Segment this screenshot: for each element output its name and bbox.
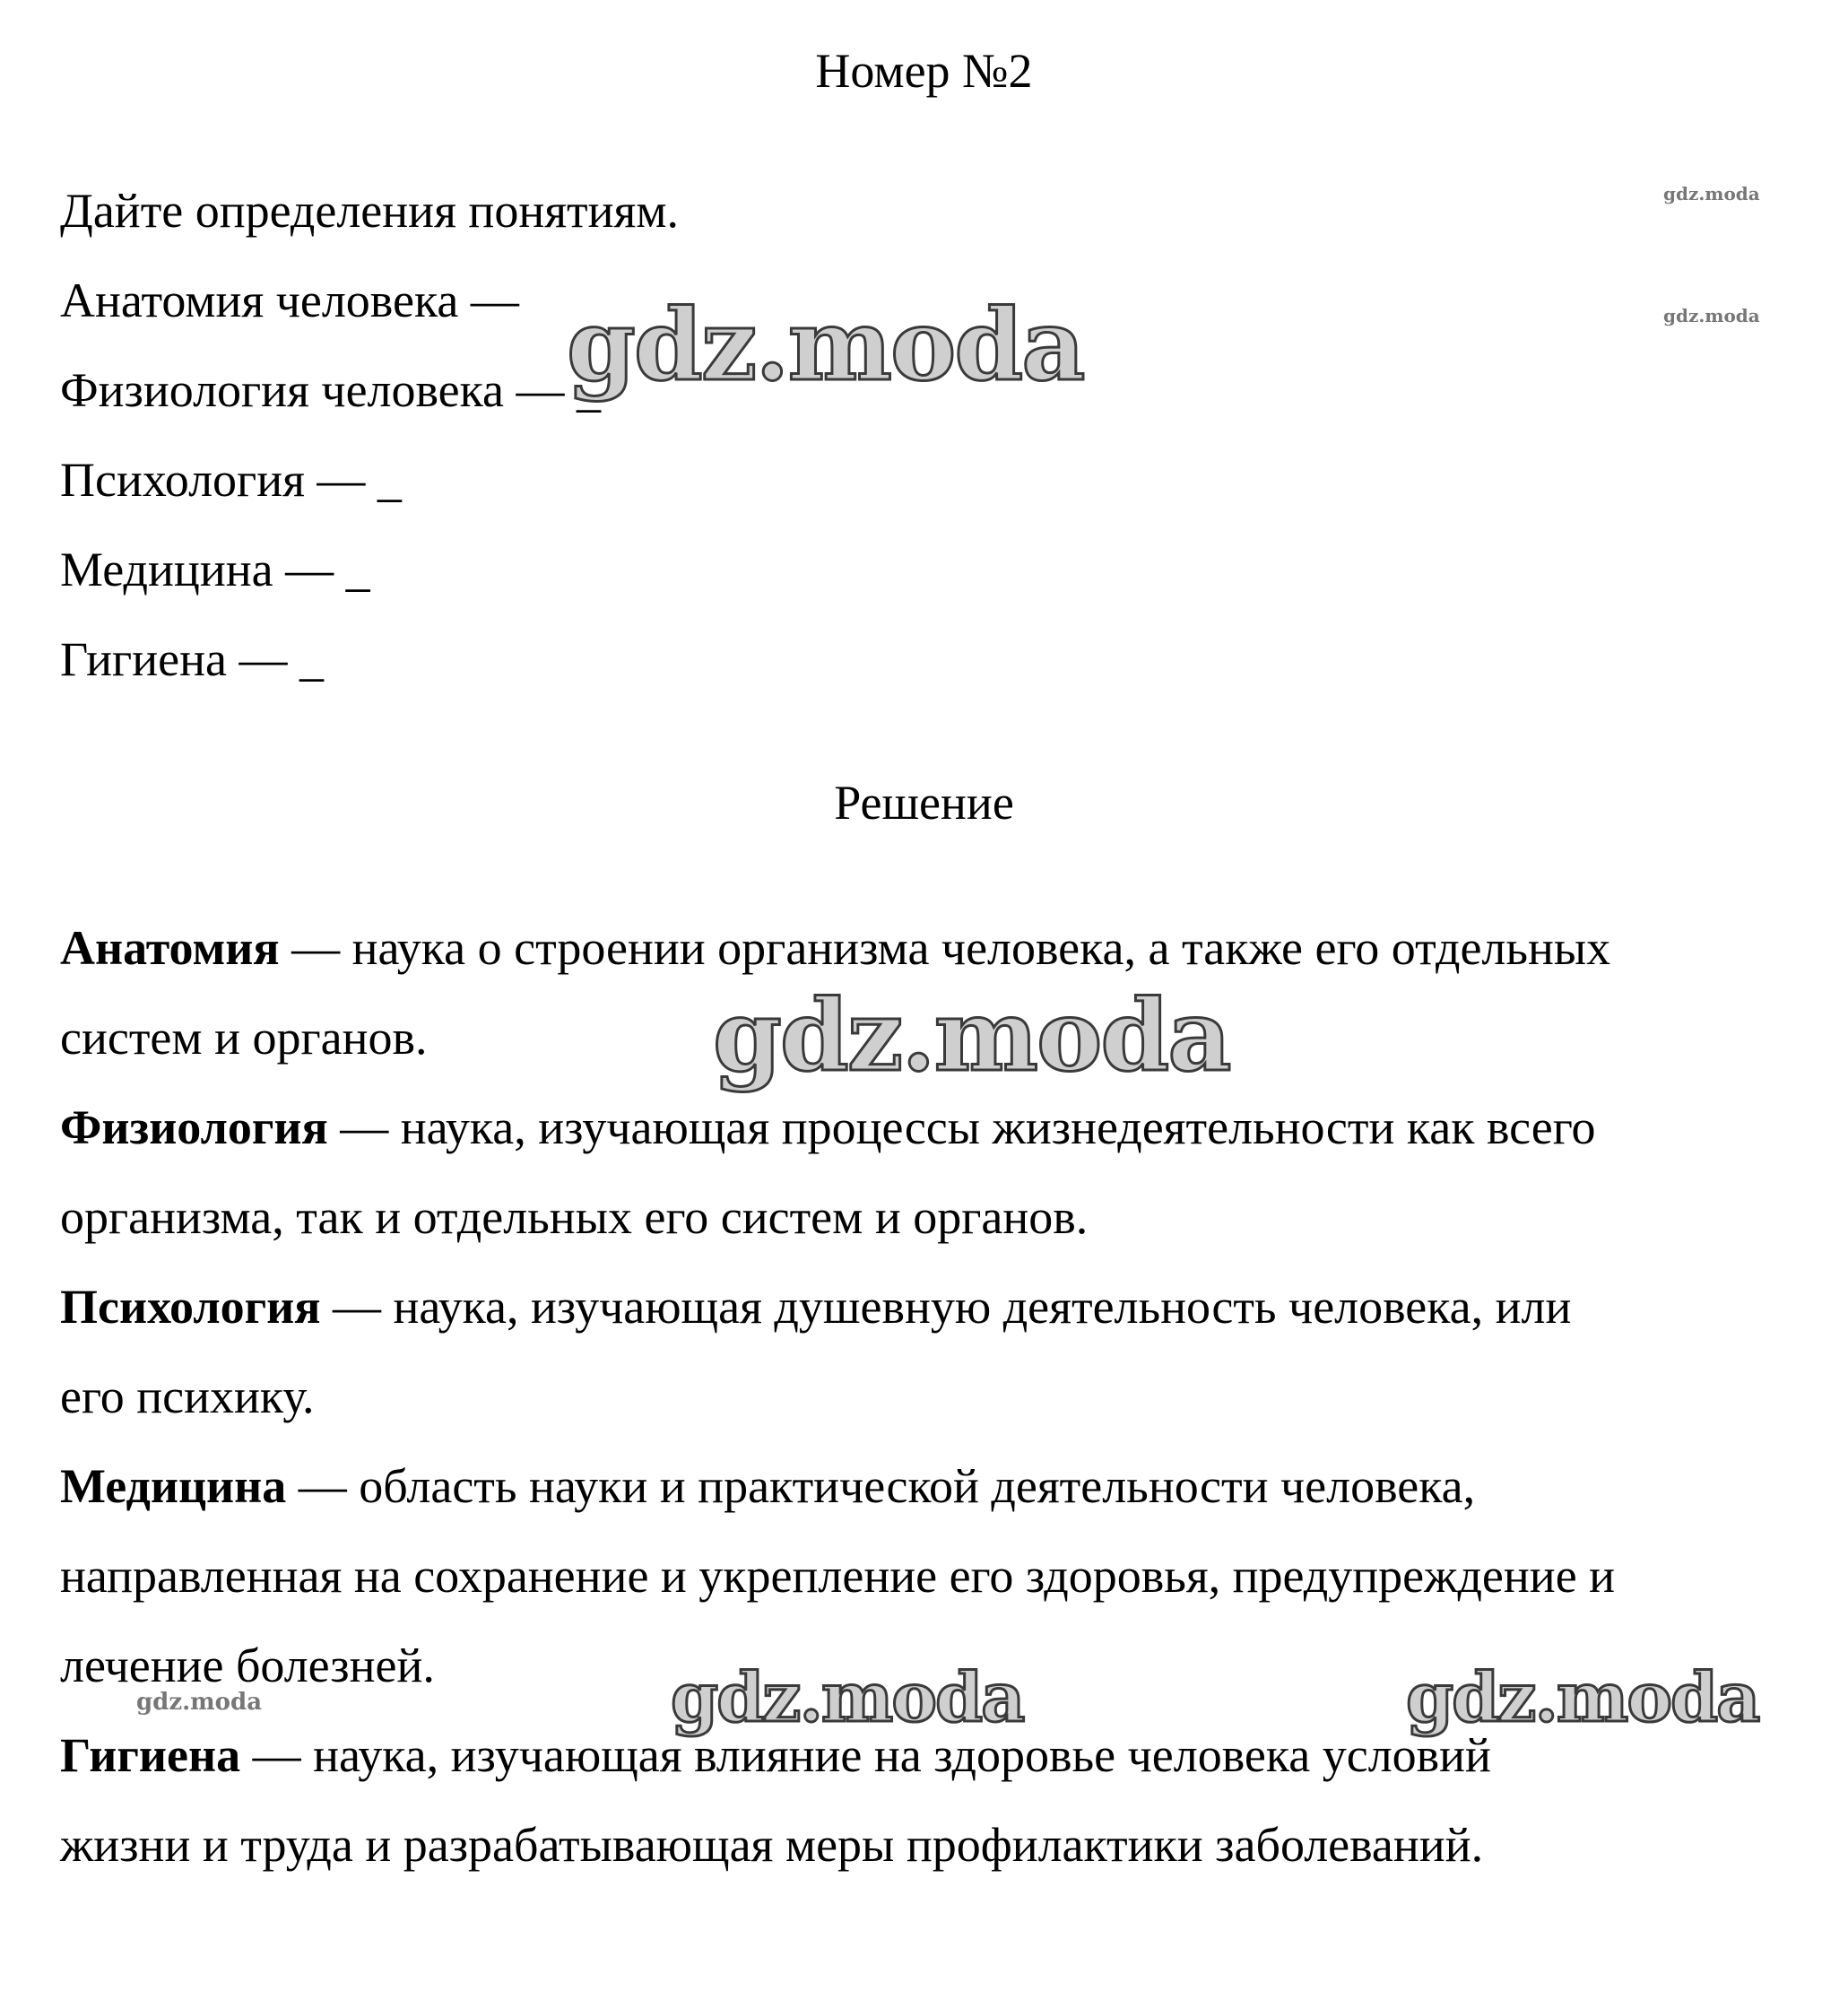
definition-physiology: [60, 1100, 1596, 1154]
definition-psychology: [60, 1280, 1572, 1334]
definition-anatomy: [60, 921, 1611, 975]
definition-text: — наука, изучающая влияние на здоровье человека условий: [240, 1728, 1491, 1782]
task-item-medicine: Медицина — _: [60, 543, 370, 596]
watermark-logo: gdz.moda: [567, 287, 1084, 403]
definition-hygiene-cont: жизни и труда и разрабатывающая меры профилактики заболеваний.: [60, 1818, 1484, 1872]
term-hygiene: Гигиена: [60, 1728, 241, 1782]
watermark-logo: gdz.moda: [713, 978, 1230, 1093]
term-psychology: Психология: [60, 1280, 321, 1334]
term-physiology: Физиология: [60, 1100, 328, 1154]
watermark-logo: gdz.moda: [1406, 1657, 1759, 1737]
watermark-logo: gdz.moda: [671, 1657, 1024, 1737]
watermark-small: gdz.moda: [1663, 183, 1760, 204]
term-anatomy: Анатомия: [60, 921, 280, 975]
definition-psychology-cont: его психику.: [60, 1369, 315, 1423]
definition-anatomy-cont: систем и органов.: [60, 1011, 428, 1065]
definition-text: — наука, изучающая душевную деятельность человека, или: [320, 1280, 1572, 1334]
definition-text: — область науки и практической деятельности человека,: [286, 1459, 1476, 1513]
watermark-small: gdz.moda: [1663, 305, 1760, 326]
solution-heading: Решение: [834, 776, 1014, 830]
definition-text: — наука о строении организма человека, а также его отдельных: [279, 921, 1611, 975]
definition-hygiene: [60, 1728, 1491, 1782]
definition-physiology-cont: организма, так и отдельных его систем и органов.: [60, 1190, 1089, 1244]
definition-text: — наука, изучающая процессы жизнедеятельности как всего: [327, 1100, 1596, 1154]
watermark-small: gdz.moda: [136, 1689, 263, 1716]
term-medicine: Медицина: [60, 1459, 287, 1513]
task-item-physiology: Физиология человека — _: [60, 363, 602, 417]
definition-medicine: [60, 1459, 1476, 1513]
task-item-hygiene: Гигиена — _: [60, 632, 324, 686]
task-item-psychology: Психология — _: [60, 453, 402, 507]
definition-medicine-cont2: лечение болезней.: [60, 1639, 435, 1692]
task-item-anatomy: Анатомия человека —: [60, 274, 519, 327]
task-prompt: Дайте определения понятиям.: [60, 184, 680, 238]
page-title: Номер №2: [815, 44, 1033, 98]
definition-medicine-cont: направленная на сохранение и укрепление его здоровья, предупреждение и: [60, 1549, 1616, 1603]
